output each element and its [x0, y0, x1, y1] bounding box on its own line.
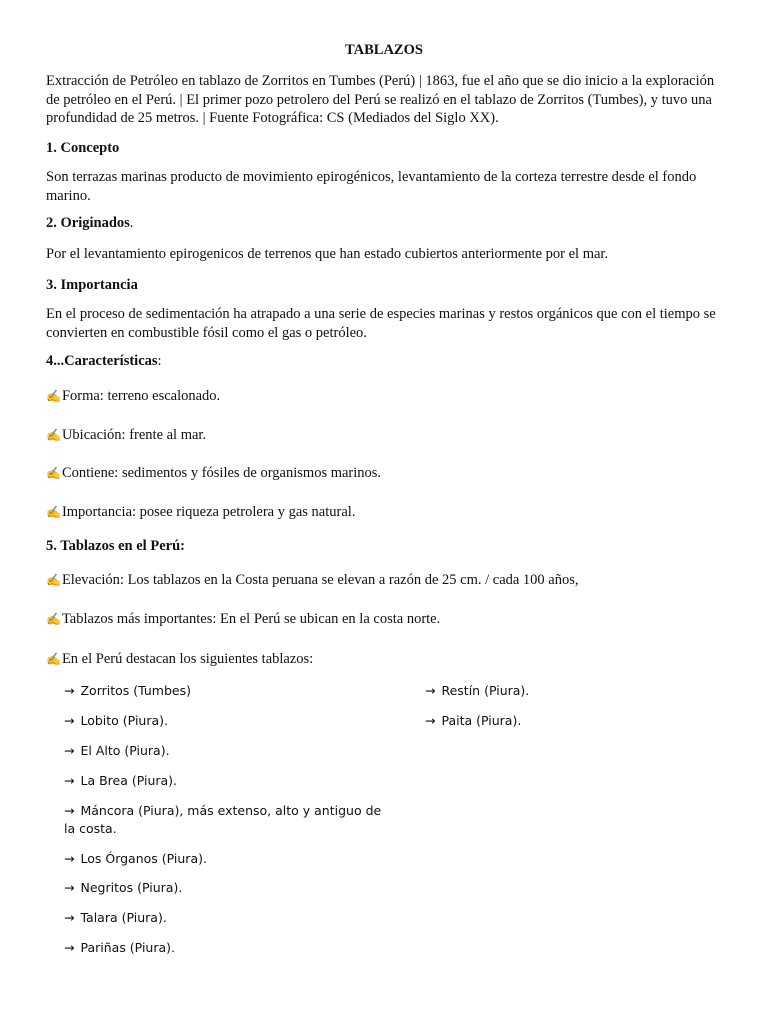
- tablazo-item: [64, 802, 381, 820]
- pen-icon: ✍: [46, 612, 61, 626]
- pen-icon: ✍: [46, 466, 61, 480]
- arrow-icon: →: [64, 940, 75, 955]
- pen-icon: ✍: [46, 428, 61, 442]
- tablazo-name: La Brea (Piura).: [80, 773, 178, 788]
- tablazo-item: [64, 879, 182, 897]
- heading-originados: [46, 214, 726, 233]
- list-item-text: Contiene: sedimentos y fósiles de organismos marinos.: [61, 465, 382, 481]
- list-item: [46, 571, 726, 590]
- arrow-icon: →: [64, 803, 75, 818]
- tablazo-item: [64, 772, 177, 790]
- intro-paragraph: Extracción de Petróleo en tablazo de Zorritos en Tumbes (Perú) | 1863, fue el año que se dio inicio a la exploración de petróleo en el Perú. | El primer pozo petrolero del Perú se realizó en el tablazo de Zorritos (Tumbes), y tuvo una profundidad de 25 metros. | Fuente Fotográfica: CS (Mediados del Siglo XX).: [46, 73, 715, 126]
- document-title: TABLAZOS: [345, 42, 423, 58]
- heading-caracteristicas: [46, 352, 726, 371]
- list-item: [46, 650, 726, 669]
- tablazo-item: [64, 850, 207, 868]
- originados-number: 2: [46, 215, 54, 231]
- tablazo-name: Máncora (Piura), más extenso, alto y antiguo de: [80, 803, 382, 818]
- arrow-icon: →: [64, 880, 75, 895]
- list-item: [46, 426, 726, 445]
- tablazo-item: [64, 682, 191, 700]
- tablazo-name: Los Órganos (Piura).: [80, 851, 207, 866]
- pen-icon: ✍: [46, 573, 61, 587]
- importancia-text: En el proceso de sedimentación ha atrapado a una serie de especies marinas y restos orgánicos que con el tiempo se convierten en combustible fósil como el gas o petróleo.: [46, 306, 716, 341]
- tablazo-name: Talara (Piura).: [80, 910, 167, 925]
- tablazo-name: Restín (Piura).: [441, 683, 530, 698]
- tablazo-item: [64, 939, 175, 957]
- tablazo-item: [64, 909, 167, 927]
- arrow-icon: →: [64, 683, 75, 698]
- list-item-text: Ubicación: frente al mar.: [61, 427, 207, 443]
- pen-icon: ✍: [46, 652, 61, 666]
- originados-label: . Originados: [53, 215, 130, 231]
- list-item-text: Importancia: posee riqueza petrolera y gas natural.: [61, 504, 356, 520]
- list-item-text: En el Perú destacan los siguientes tablazos:: [61, 651, 314, 667]
- list-item: [46, 387, 726, 406]
- arrow-icon: →: [64, 713, 75, 728]
- pen-icon: ✍: [46, 389, 61, 403]
- tablazo-item: [425, 712, 521, 730]
- list-item-text: Tablazos más importantes: En el Perú se ubican en la costa norte.: [61, 611, 441, 627]
- heading-concepto: 1. Concepto: [46, 140, 120, 156]
- list-item: [46, 503, 726, 522]
- list-item: [46, 464, 726, 483]
- pen-icon: ✍: [46, 505, 61, 519]
- tablazo-item-continuation: la costa.: [64, 821, 117, 836]
- tablazo-item: [64, 742, 170, 760]
- arrow-icon: →: [64, 773, 75, 788]
- list-item-text: Elevación: Los tablazos en la Costa peruana se elevan a razón de 25 cm. / cada 100 años,: [61, 572, 579, 588]
- list-item-text: Forma: terreno escalonado.: [61, 388, 221, 404]
- concepto-text: Son terrazas marinas producto de movimiento epirogénicos, levantamiento de la corteza terrestre desde el fondo marino.: [46, 169, 697, 204]
- caracteristicas-colon: :: [157, 353, 162, 369]
- tablazo-name: Lobito (Piura).: [80, 713, 168, 728]
- tablazo-name: Negritos (Piura).: [80, 880, 183, 895]
- heading-importancia: 3. Importancia: [46, 277, 138, 293]
- arrow-icon: →: [64, 910, 75, 925]
- tablazo-item: [64, 712, 168, 730]
- heading-tablazos-peru: 5. Tablazos en el Perú:: [46, 538, 185, 554]
- arrow-icon: →: [425, 683, 436, 698]
- tablazo-item: [425, 682, 529, 700]
- caracteristicas-label: 4...Características: [46, 353, 158, 369]
- tablazo-name: El Alto (Piura).: [80, 743, 170, 758]
- tablazo-name: Zorritos (Tumbes): [80, 683, 191, 698]
- list-item: [46, 610, 726, 629]
- tablazo-name: Paita (Piura).: [441, 713, 522, 728]
- arrow-icon: →: [425, 713, 436, 728]
- originados-text: Por el levantamiento epirogenicos de terrenos que han estado cubiertos anteriormente por el mar.: [46, 246, 609, 262]
- arrow-icon: →: [64, 743, 75, 758]
- originados-period: .: [129, 215, 134, 231]
- arrow-icon: →: [64, 851, 75, 866]
- tablazo-name: Pariñas (Piura).: [80, 940, 175, 955]
